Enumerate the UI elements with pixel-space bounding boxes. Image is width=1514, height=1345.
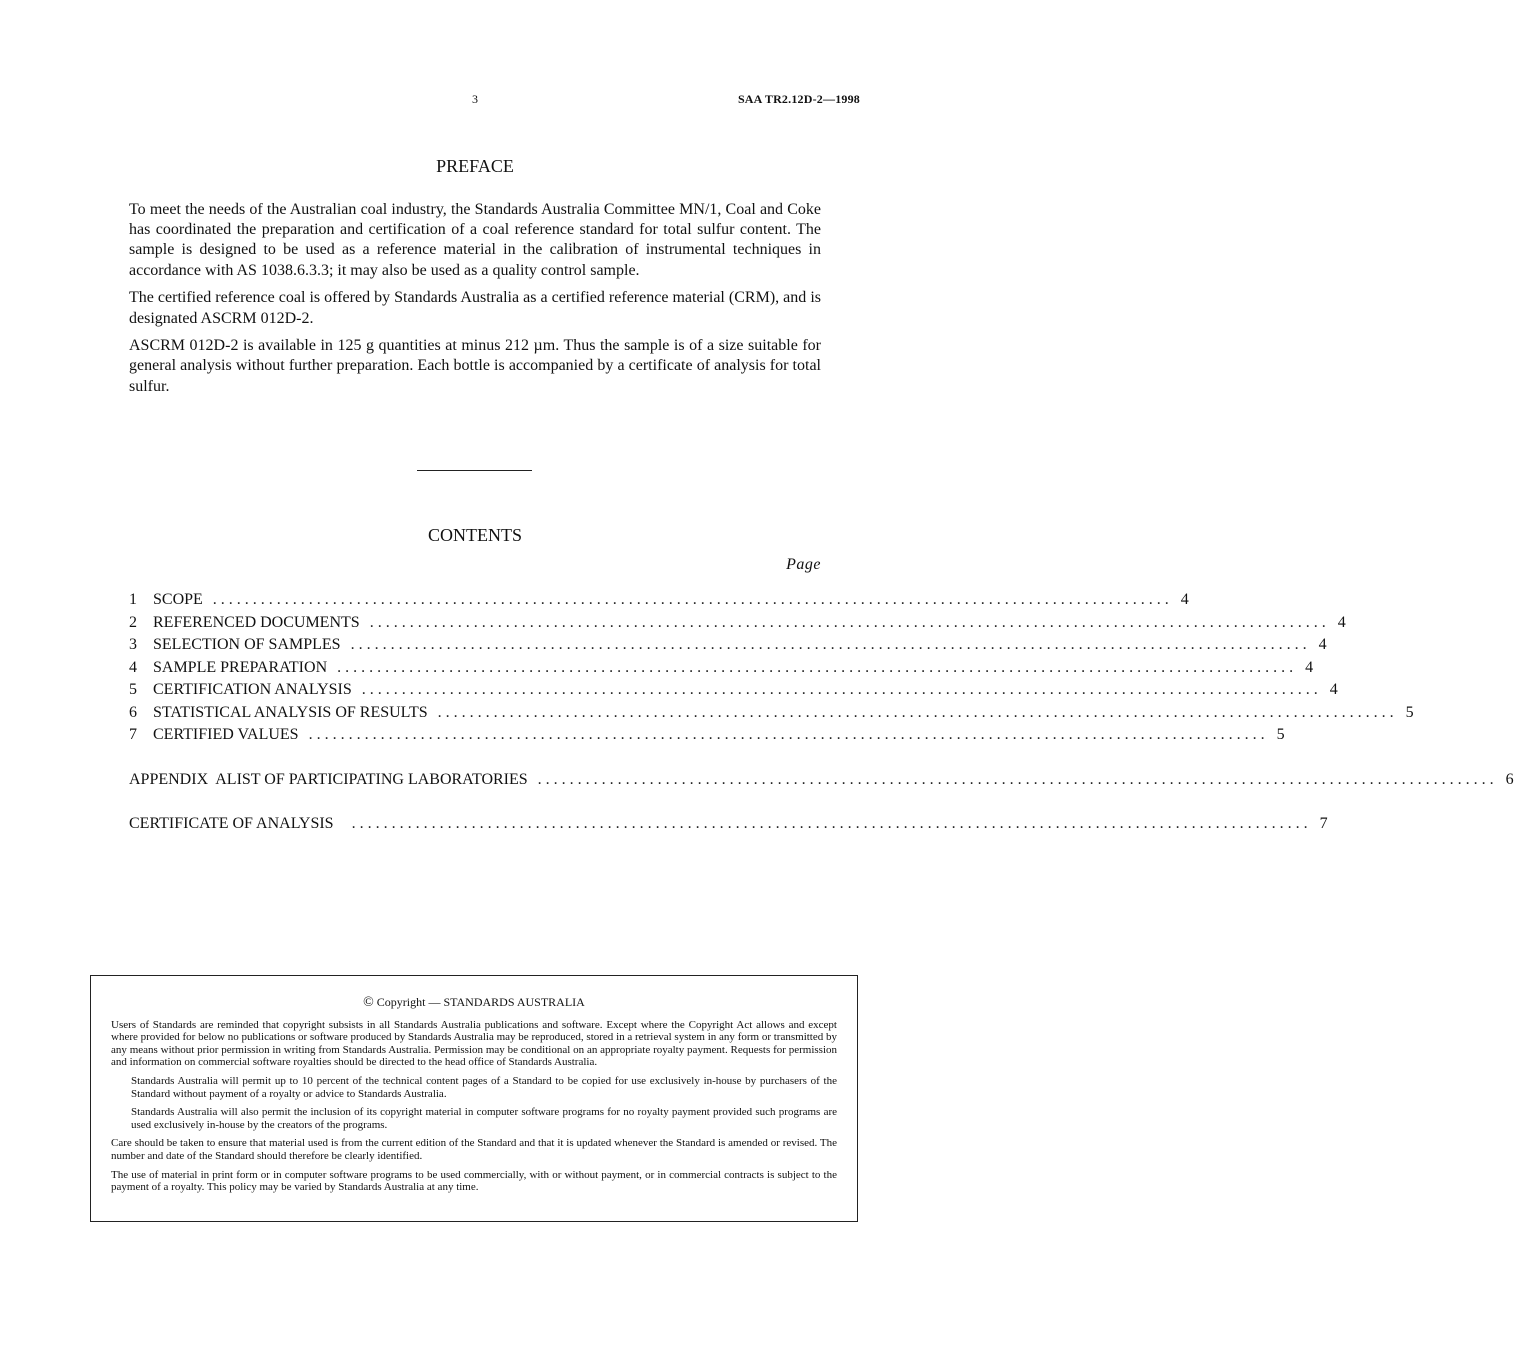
copyright-paragraph: Users of Standards are reminded that copyright subsists in all Standards Australia publications and software. Except where the Copyright Act allows and except where provided for below no publications or software produced by Standards Australia may be reproduced, stored in a retrieval system in any form or transmitted by any means without prior permission in writing from Standards Australia. Permission may be conditional on an appropriate royalty payment. Requests for permission and information on commercial software royalties should be directed to the head office of Standards Australia. <box>111 1018 837 1069</box>
dot-leader: . . . . . . . . . . . . . . . . . . . . . . . . . . . . . . . . . . . . . . . . . . . . . . . . . . . . . . . . . . . . . . . . . . . . . . . . . . . . . . . . . . . . . . . . . . . . . . . . . . . . . . . . . . . . . . . . . . . . . . . . <box>350 636 1307 653</box>
toc-entry-number: 6 <box>129 703 137 721</box>
toc-entry-number: 7 <box>129 726 137 743</box>
contents-page-label: Page <box>786 556 821 573</box>
toc-appendix-entry[interactable] <box>129 770 1514 794</box>
toc-entry-label: SAMPLE PREPARATION <box>153 658 328 676</box>
toc-entry-number: 4 <box>129 658 137 676</box>
toc-entry-label: SELECTION OF SAMPLES <box>153 636 341 653</box>
toc-certificate-entry[interactable] <box>129 815 1328 838</box>
toc-entry[interactable] <box>129 726 1285 749</box>
copyright-paragraph: The use of material in print form or in computer software programs to be used commercially, with or without payment, or in commercial contracts is subject to the payment of a royalty. This policy may be varied by Standards Australia at any time. <box>111 1168 837 1194</box>
preface-paragraph: The certified reference coal is offered by Standards Australia as a certified reference material (CRM), and is designated ASCRM 012D-2. <box>129 289 821 327</box>
dot-leader: . . . . . . . . . . . . . . . . . . . . . . . . . . . . . . . . . . . . . . . . . . . . . . . . . . . . . . . . . . . . . . . . . . . . . . . . . . . . . . . . . . . . . . . . . . . . . . . . . . . . . . . . . . . . . . . . . . . . . . . . <box>212 591 1169 608</box>
toc-entry-number: 2 <box>129 613 137 631</box>
toc-entry-number: 1 <box>129 591 137 608</box>
dot-leader: . . . . . . . . . . . . . . . . . . . . . . . . . . . . . . . . . . . . . . . . . . . . . . . . . . . . . . . . . . . . . . . . . . . . . . . . . . . . . . . . . . . . . . . . . . . . . . . . . . . . . . . . . . . . . . . . . . . . . . . . <box>361 681 1318 698</box>
copyright-title <box>111 996 837 1010</box>
copyright-paragraph: Care should be taken to ensure that material used is from the current edition of the Standard and that it is updated whenever the Standard is amended or revised. The number and date of the Standard should therefore be clearly identified. <box>111 1137 837 1162</box>
document-code: SAA TR2.12D-2—1998 <box>737 92 860 106</box>
table-of-contents <box>129 591 1514 838</box>
section-divider <box>417 470 532 471</box>
copyright-notice <box>90 975 858 1222</box>
dot-leader: . . . . . . . . . . . . . . . . . . . . . . . . . . . . . . . . . . . . . . . . . . . . . . . . . . . . . . . . . . . . . . . . . . . . . . . . . . . . . . . . . . . . . . . . . . . . . . . . . . . . . . . . . . . . . . . . . . . . . . . . <box>537 770 1494 788</box>
toc-entry-label: SCOPE <box>153 591 203 608</box>
toc-entry-page: 4 <box>1180 591 1189 608</box>
preface-body <box>129 200 821 404</box>
certificate-label: CERTIFICATE OF ANALYSIS <box>129 815 334 832</box>
dot-leader: . . . . . . . . . . . . . . . . . . . . . . . . . . . . . . . . . . . . . . . . . . . . . . . . . . . . . . . . . . . . . . . . . . . . . . . . . . . . . . . . . . . . . . . . . . . . . . . . . . . . . . . . . . . . . . . . . . . . . . . . <box>308 726 1265 743</box>
certificate-page: 7 <box>1319 815 1328 832</box>
appendix-prefix: APPENDIX A <box>129 770 227 788</box>
toc-entry-page: 4 <box>1329 681 1338 698</box>
preface-paragraph: To meet the needs of the Australian coal industry, the Standards Australia Committee MN/1, Coal and Coke has coordinated the preparation and certification of a coal reference standard for total sulfur content. The sample is designed to be used as a reference material in the calibration of instrumental techniques in accordance with AS 1038.6.3.3; it may also be used as a quality control sample. <box>129 201 821 279</box>
toc-entry[interactable] <box>129 591 1189 614</box>
page-number: 3 <box>472 92 478 106</box>
toc-entry[interactable] <box>129 703 1414 727</box>
toc-entry-label: CERTIFIED VALUES <box>153 726 299 743</box>
toc-entry-page: 4 <box>1337 613 1346 631</box>
toc-entry-page: 4 <box>1318 636 1327 653</box>
preface-title: PREFACE <box>436 156 514 176</box>
copyright-paragraph: Standards Australia will permit up to 10 percent of the technical content pages of a Standard to be copied for use exclusively in-house by purchasers of the Standard without payment of a royalty or advice to Standards Australia. <box>131 1074 837 1100</box>
toc-entry[interactable] <box>129 681 1338 704</box>
copyright-title-text: Copyright — STANDARDS AUSTRALIA <box>376 995 585 1009</box>
contents-title: CONTENTS <box>428 525 522 545</box>
toc-entry[interactable] <box>129 613 1346 637</box>
toc-entry-page: 5 <box>1276 726 1285 743</box>
copyright-icon: © <box>363 995 374 1010</box>
toc-entry-number: 5 <box>129 681 137 698</box>
toc-entry[interactable] <box>129 636 1327 659</box>
toc-entry-label: REFERENCED DOCUMENTS <box>153 613 360 631</box>
appendix-label: LIST OF PARTICIPATING LABORATORIES <box>226 770 528 788</box>
copyright-paragraph: Standards Australia will also permit the inclusion of its copyright material in computer software programs for no royalty payment provided such programs are used exclusively in-house by the creators of the programs. <box>131 1106 837 1131</box>
toc-entry-label: CERTIFICATION ANALYSIS <box>153 681 352 698</box>
toc-entry-page: 5 <box>1405 703 1414 721</box>
dot-leader: . . . . . . . . . . . . . . . . . . . . . . . . . . . . . . . . . . . . . . . . . . . . . . . . . . . . . . . . . . . . . . . . . . . . . . . . . . . . . . . . . . . . . . . . . . . . . . . . . . . . . . . . . . . . . . . . . . . . . . . . <box>337 658 1294 676</box>
dot-leader: . . . . . . . . . . . . . . . . . . . . . . . . . . . . . . . . . . . . . . . . . . . . . . . . . . . . . . . . . . . . . . . . . . . . . . . . . . . . . . . . . . . . . . . . . . . . . . . . . . . . . . . . . . . . . . . . . . . . . . . . <box>437 703 1394 721</box>
dot-leader: . . . . . . . . . . . . . . . . . . . . . . . . . . . . . . . . . . . . . . . . . . . . . . . . . . . . . . . . . . . . . . . . . . . . . . . . . . . . . . . . . . . . . . . . . . . . . . . . . . . . . . . . . . . . . . . . . . . . . . . . <box>351 815 1308 832</box>
toc-entry-label: STATISTICAL ANALYSIS OF RESULTS <box>153 703 428 721</box>
toc-entry-number: 3 <box>129 636 137 653</box>
preface-paragraph: ASCRM 012D-2 is available in 125 g quantities at minus 212 µm. Thus the sample is of a size suitable for general analysis without further preparation. Each bottle is accompanied by a certificate of analysis for total sulfur. <box>129 337 821 395</box>
appendix-page: 6 <box>1505 770 1514 788</box>
toc-entry-page: 4 <box>1305 658 1314 676</box>
toc-entry[interactable] <box>129 658 1314 682</box>
dot-leader: . . . . . . . . . . . . . . . . . . . . . . . . . . . . . . . . . . . . . . . . . . . . . . . . . . . . . . . . . . . . . . . . . . . . . . . . . . . . . . . . . . . . . . . . . . . . . . . . . . . . . . . . . . . . . . . . . . . . . . . . <box>369 613 1326 631</box>
